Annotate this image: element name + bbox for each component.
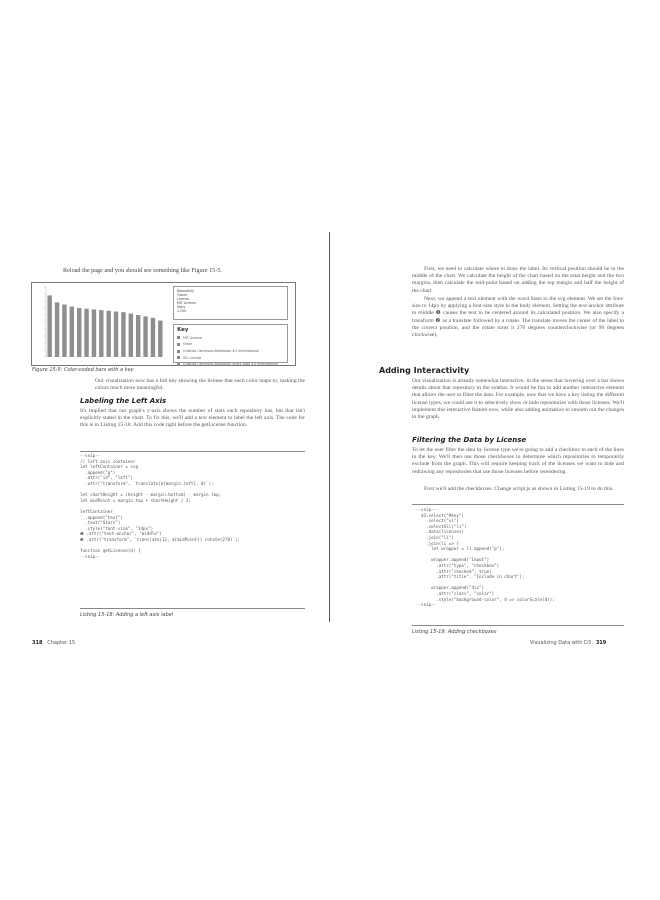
section-heading-interactivity: Adding Interactivity: [379, 366, 470, 375]
bar-chart: [32, 283, 168, 365]
panel-repo-label: Repository: [177, 289, 194, 293]
listing-caption-15-19: Listing 15-19: Adding checkboxes: [412, 629, 497, 635]
panel-stars-label: Stars: [177, 305, 186, 309]
left-footer: [32, 640, 75, 646]
repo-details-panel: [173, 286, 288, 320]
chart-bar[interactable]: [121, 312, 125, 357]
chart-bar[interactable]: [158, 321, 162, 357]
key-item: [177, 356, 284, 360]
chart-bar[interactable]: [136, 315, 140, 357]
right-footer: [530, 640, 606, 646]
chart-bar[interactable]: [114, 312, 118, 358]
chart-bar[interactable]: [151, 318, 155, 357]
chart-bar[interactable]: [106, 311, 110, 357]
chart-bar[interactable]: [99, 310, 103, 357]
chart-bar[interactable]: [84, 309, 88, 357]
chart-bar[interactable]: [62, 305, 66, 358]
left-chapter-label: Chapter 15: [47, 640, 76, 646]
chart-bar[interactable]: [47, 295, 51, 357]
chart-key: [173, 324, 288, 367]
page-gutter-divider: [329, 232, 330, 622]
chart-bar[interactable]: [70, 307, 74, 357]
color-swatch: [177, 363, 180, 366]
color-swatch: [177, 336, 180, 339]
key-item-label: Other: [183, 342, 193, 347]
key-item-label: ISC License: [183, 355, 202, 360]
panel-owner-label: Owner: [177, 293, 188, 297]
right-paragraph-4: To let the user filter the data by license type we're going to add a checkbox to each of the lines in the key. We'll then use those checkboxes to determine which repositories to temporarily exclude from the graph. This will require keeping track of the licenses we want to hide and redrawing any repositories that use those licenses before rerendering.: [412, 447, 624, 475]
panel-license-value: MIT License: [177, 301, 196, 305]
panel-license-label: License: [177, 297, 190, 301]
right-paragraph-1: First, we need to calculate where to draw the label. Its vertical position should be in the middle of the chart. We calculate the height of the chart based on the total height and the two margins, then calculate the mid-point based on adding the top margin and half the height of the chart.: [412, 266, 624, 294]
right-page-number: 319: [595, 640, 607, 646]
key-item-label: Creative Commons Attribution 4.0 International: [183, 349, 259, 354]
listing-top-rule: [412, 504, 624, 505]
right-book-title: Visualizing Data with D3: [530, 640, 592, 646]
key-item-label: MIT License: [183, 335, 202, 340]
key-item-label: Creative Commons Attribution Share Alike 4.0 International: [183, 362, 278, 367]
right-paragraph-3: Our visualization is already somewhat interactive, in the sense that hovering over a bar shows details about that repository in the sidebar. It would be fun to add another interactive element that allows the user to filter the data. For example, now that we have a key listing the different license types, we could use it to selectively show or hide repositories with those licenses. We'll implement this interactive feature now, while also adding animation to smooth out the changes to the graph.: [412, 378, 624, 421]
left-paragraph-2: It's implied that our graph's y-axis shows the number of stars each repository has, but that isn't explicitly stated in the chart. To fix this, we'll add a text element to label the left axis. The code for this is in Listing 15-18. Add this code right before the getLicense function.: [80, 408, 305, 429]
key-title: Key: [177, 327, 189, 333]
listing-bottom-rule: [80, 608, 305, 609]
right-paragraph-5: First we'll add the checkboxes. Change script.js as shown in Listing 15-19 to do this.: [424, 486, 614, 492]
panel-stars-value: 1,200: [177, 309, 187, 313]
chart-bar[interactable]: [92, 309, 96, 357]
chart-bar[interactable]: [77, 308, 81, 357]
color-swatch: [177, 356, 180, 359]
code-listing-15-19: --snip-- d3.select("#key") .select("ul") .selectAll("li") .data(licenses) .join("li") .join(li => { let wrapper = li.append("p"); wrapper.append("input") .attr("type", "checkbox") .attr("checked", true) .attr("title", "Include in chart"); wrapper.append("div") .attr("class", "color") .style("background-color", d => colorScale(d)); --snip--: [416, 507, 555, 608]
listing-top-rule: [80, 451, 305, 452]
chart-bar[interactable]: [129, 314, 133, 357]
key-item: [177, 342, 284, 346]
key-item: [177, 362, 284, 366]
chart-bar[interactable]: [55, 302, 59, 357]
left-page-number: 318: [32, 640, 43, 646]
key-item: [177, 336, 284, 340]
section-heading-filtering: Filtering the Data by License: [412, 436, 527, 444]
chart-bar[interactable]: [143, 316, 147, 357]
listing-caption-15-18: Listing 15-18: Adding a left axis label: [80, 612, 174, 618]
code-listing-15-18: --snip-- // left axis container let leftContainer = svg .append("g") .attr("id", "left") .attr("transform", `translate(${margin.left}, 0)`); let chartHeight = (height - margin.bottom) - margin.top; let midPoint = margin.top + chartHeight / 2; leftContainer .append("text") .text("Stars") .style("font-size", "14px") ❶ .attr("text-anchor", "middle") ❷ .attr("transform", `translate(12, ${midPoint}) rotate(270)`); function getLicense(d) { --snip--: [80, 453, 241, 559]
key-item: [177, 349, 284, 353]
figure-caption: Figure 15-5: Color-coded bars with a key: [32, 367, 134, 373]
color-swatch: [177, 343, 180, 346]
listing-bottom-rule: [412, 625, 624, 626]
intro-text: Reload the page and you should see something like Figure 15-5.: [63, 267, 222, 274]
section-heading-left-axis: Labeling the Left Axis: [80, 397, 167, 405]
figure-15-5: [31, 282, 296, 366]
right-paragraph-2: Next, we append a text element with the word Stars to the svg element. We set the font-size to 14px by applying a font-size style to the body element. Setting the text-anchor attribute to middle ❶ causes the text to be centered around its calculated position. We also specify a transform ❷ as a translate followed by a rotate. The translate moves the center of the label to the correct position, and the rotate turns it 270 degrees counterclockwise (or 90 degrees clockwise).: [412, 296, 624, 339]
color-swatch: [177, 350, 180, 353]
left-paragraph-1: Our visualization now has a full key showing the license that each color maps to, making the colors much more meaningful.: [95, 378, 305, 392]
